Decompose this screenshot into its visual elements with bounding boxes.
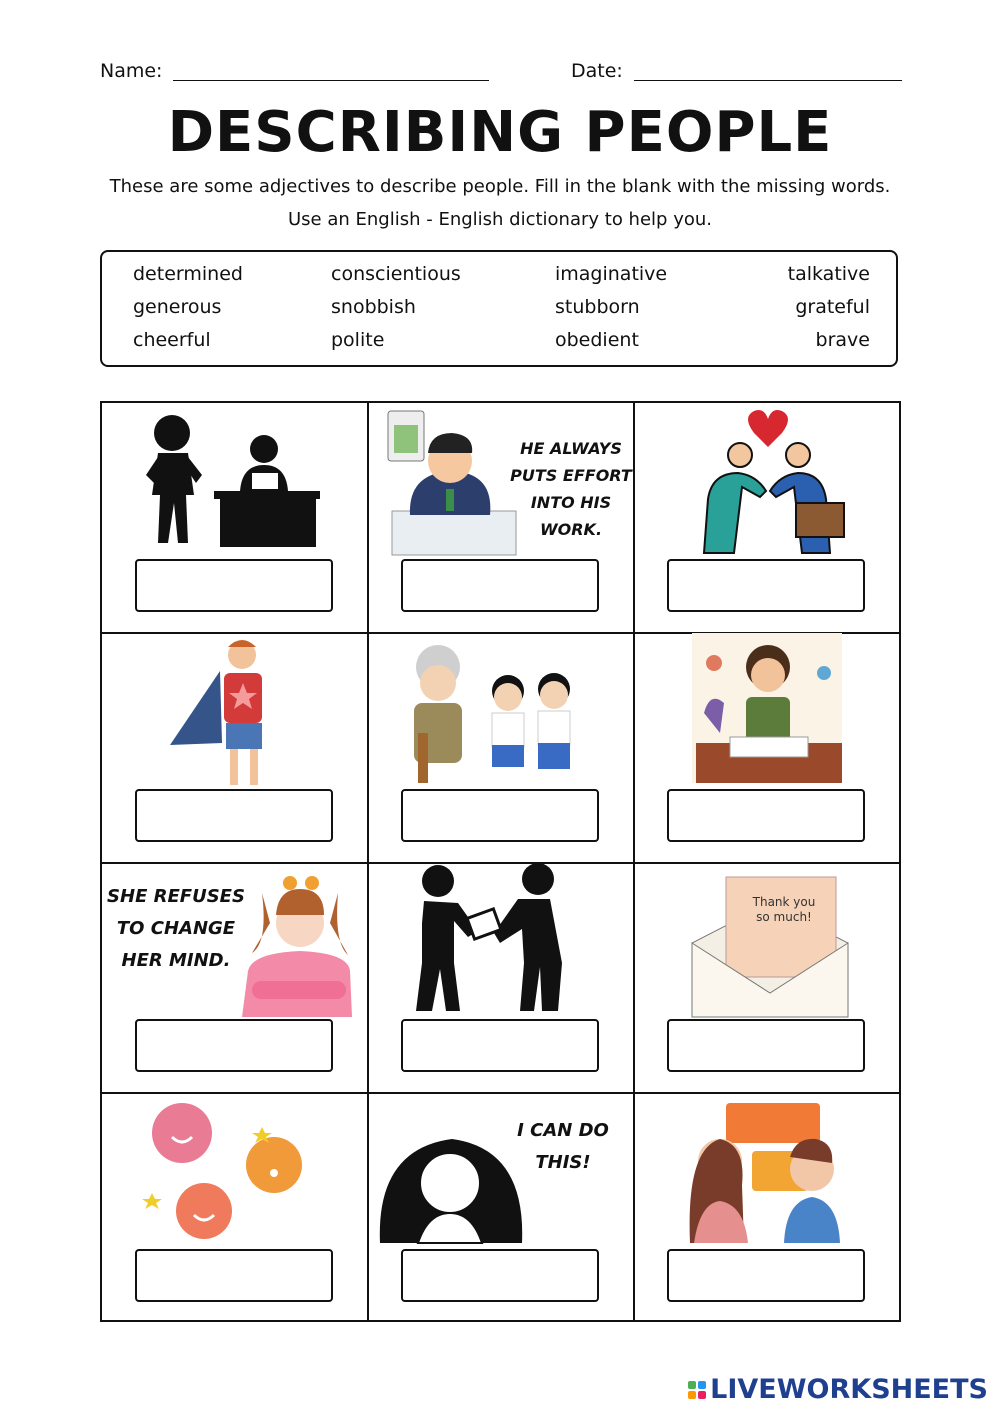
logo-text: LIVEWORKSHEETS xyxy=(710,1374,988,1405)
letter-text-line: Thank you xyxy=(752,895,816,909)
caption-line: TO CHANGE xyxy=(116,918,236,939)
snobbish-person-icon xyxy=(102,403,368,563)
teacher-and-students-icon xyxy=(368,633,634,793)
instruction-line-2: Use an English - English dictionary to help you. xyxy=(288,209,712,230)
header-fields xyxy=(0,58,1000,88)
answer-box[interactable] xyxy=(667,559,865,612)
exercise-cell xyxy=(102,403,368,633)
exercise-cell xyxy=(102,633,368,863)
handshake-heart-icon xyxy=(634,403,900,563)
logo-mark-icon xyxy=(688,1381,706,1399)
answer-box[interactable] xyxy=(135,1019,333,1072)
word-bank-item: cheerful xyxy=(133,329,211,351)
word-bank-item: imaginative xyxy=(555,263,668,285)
date-field[interactable] xyxy=(634,80,902,81)
name-field[interactable] xyxy=(173,80,489,81)
angry-girl-icon xyxy=(102,863,368,1023)
caption-line: INTO HIS xyxy=(530,493,612,512)
girl-reading-icon xyxy=(634,633,900,793)
smiling-sun-balls-icon xyxy=(102,1093,368,1253)
caption-line: PUTS EFFORT xyxy=(510,466,632,485)
answer-box[interactable] xyxy=(135,559,333,612)
answer-box[interactable] xyxy=(401,1019,599,1072)
name-label: Name: xyxy=(100,60,163,82)
word-bank-item: talkative xyxy=(787,263,870,285)
answer-box[interactable] xyxy=(135,789,333,842)
exercise-cell xyxy=(368,1093,634,1323)
caption-line: WORK. xyxy=(539,520,603,539)
exercise-cell xyxy=(634,1093,900,1323)
word-bank-item: polite xyxy=(331,329,385,351)
answer-box[interactable] xyxy=(401,1249,599,1302)
answer-box[interactable] xyxy=(401,789,599,842)
word-bank-item: conscientious xyxy=(331,263,461,285)
word-bank-item: snobbish xyxy=(331,296,416,318)
word-bank-item: obedient xyxy=(555,329,639,351)
letter-text-line: so much! xyxy=(756,910,812,924)
word-bank-item: grateful xyxy=(795,296,870,318)
answer-box[interactable] xyxy=(401,559,599,612)
answer-box[interactable] xyxy=(135,1249,333,1302)
exercise-cell xyxy=(368,863,634,1093)
giving-gift-icon xyxy=(368,863,634,1023)
instruction-line-1: These are some adjectives to describe people. Fill in the blank with the missing words. xyxy=(109,176,891,197)
date-label: Date: xyxy=(571,60,623,82)
talking-people-icon xyxy=(634,1093,900,1253)
exercise-cell xyxy=(634,863,900,1093)
caption-line: I CAN DO xyxy=(517,1120,609,1141)
exercise-cell xyxy=(368,403,634,633)
word-bank-item: stubborn xyxy=(555,296,640,318)
word-bank xyxy=(100,250,898,367)
caption-line: HER MIND. xyxy=(121,950,231,971)
caption-line: HE ALWAYS xyxy=(520,439,622,458)
word-bank-item: determined xyxy=(133,263,243,285)
exercise-cell xyxy=(634,633,900,863)
answer-box[interactable] xyxy=(667,789,865,842)
exercise-cell xyxy=(634,403,900,633)
answer-box[interactable] xyxy=(667,1019,865,1072)
exercise-cell xyxy=(102,1093,368,1323)
caption-line: THIS! xyxy=(535,1152,591,1173)
exercise-grid xyxy=(100,401,901,1322)
superhero-boy-icon xyxy=(102,633,368,793)
exercise-cell xyxy=(368,633,634,863)
word-bank-item: brave xyxy=(815,329,870,351)
word-bank-item: generous xyxy=(133,296,222,318)
answer-box[interactable] xyxy=(667,1249,865,1302)
exercise-cell xyxy=(102,863,368,1093)
caption-line: SHE REFUSES xyxy=(107,886,245,907)
liveworksheets-logo xyxy=(688,1374,988,1405)
page-title: DESCRIBING PEOPLE xyxy=(167,100,833,165)
thank-you-letter-icon xyxy=(634,863,900,1023)
